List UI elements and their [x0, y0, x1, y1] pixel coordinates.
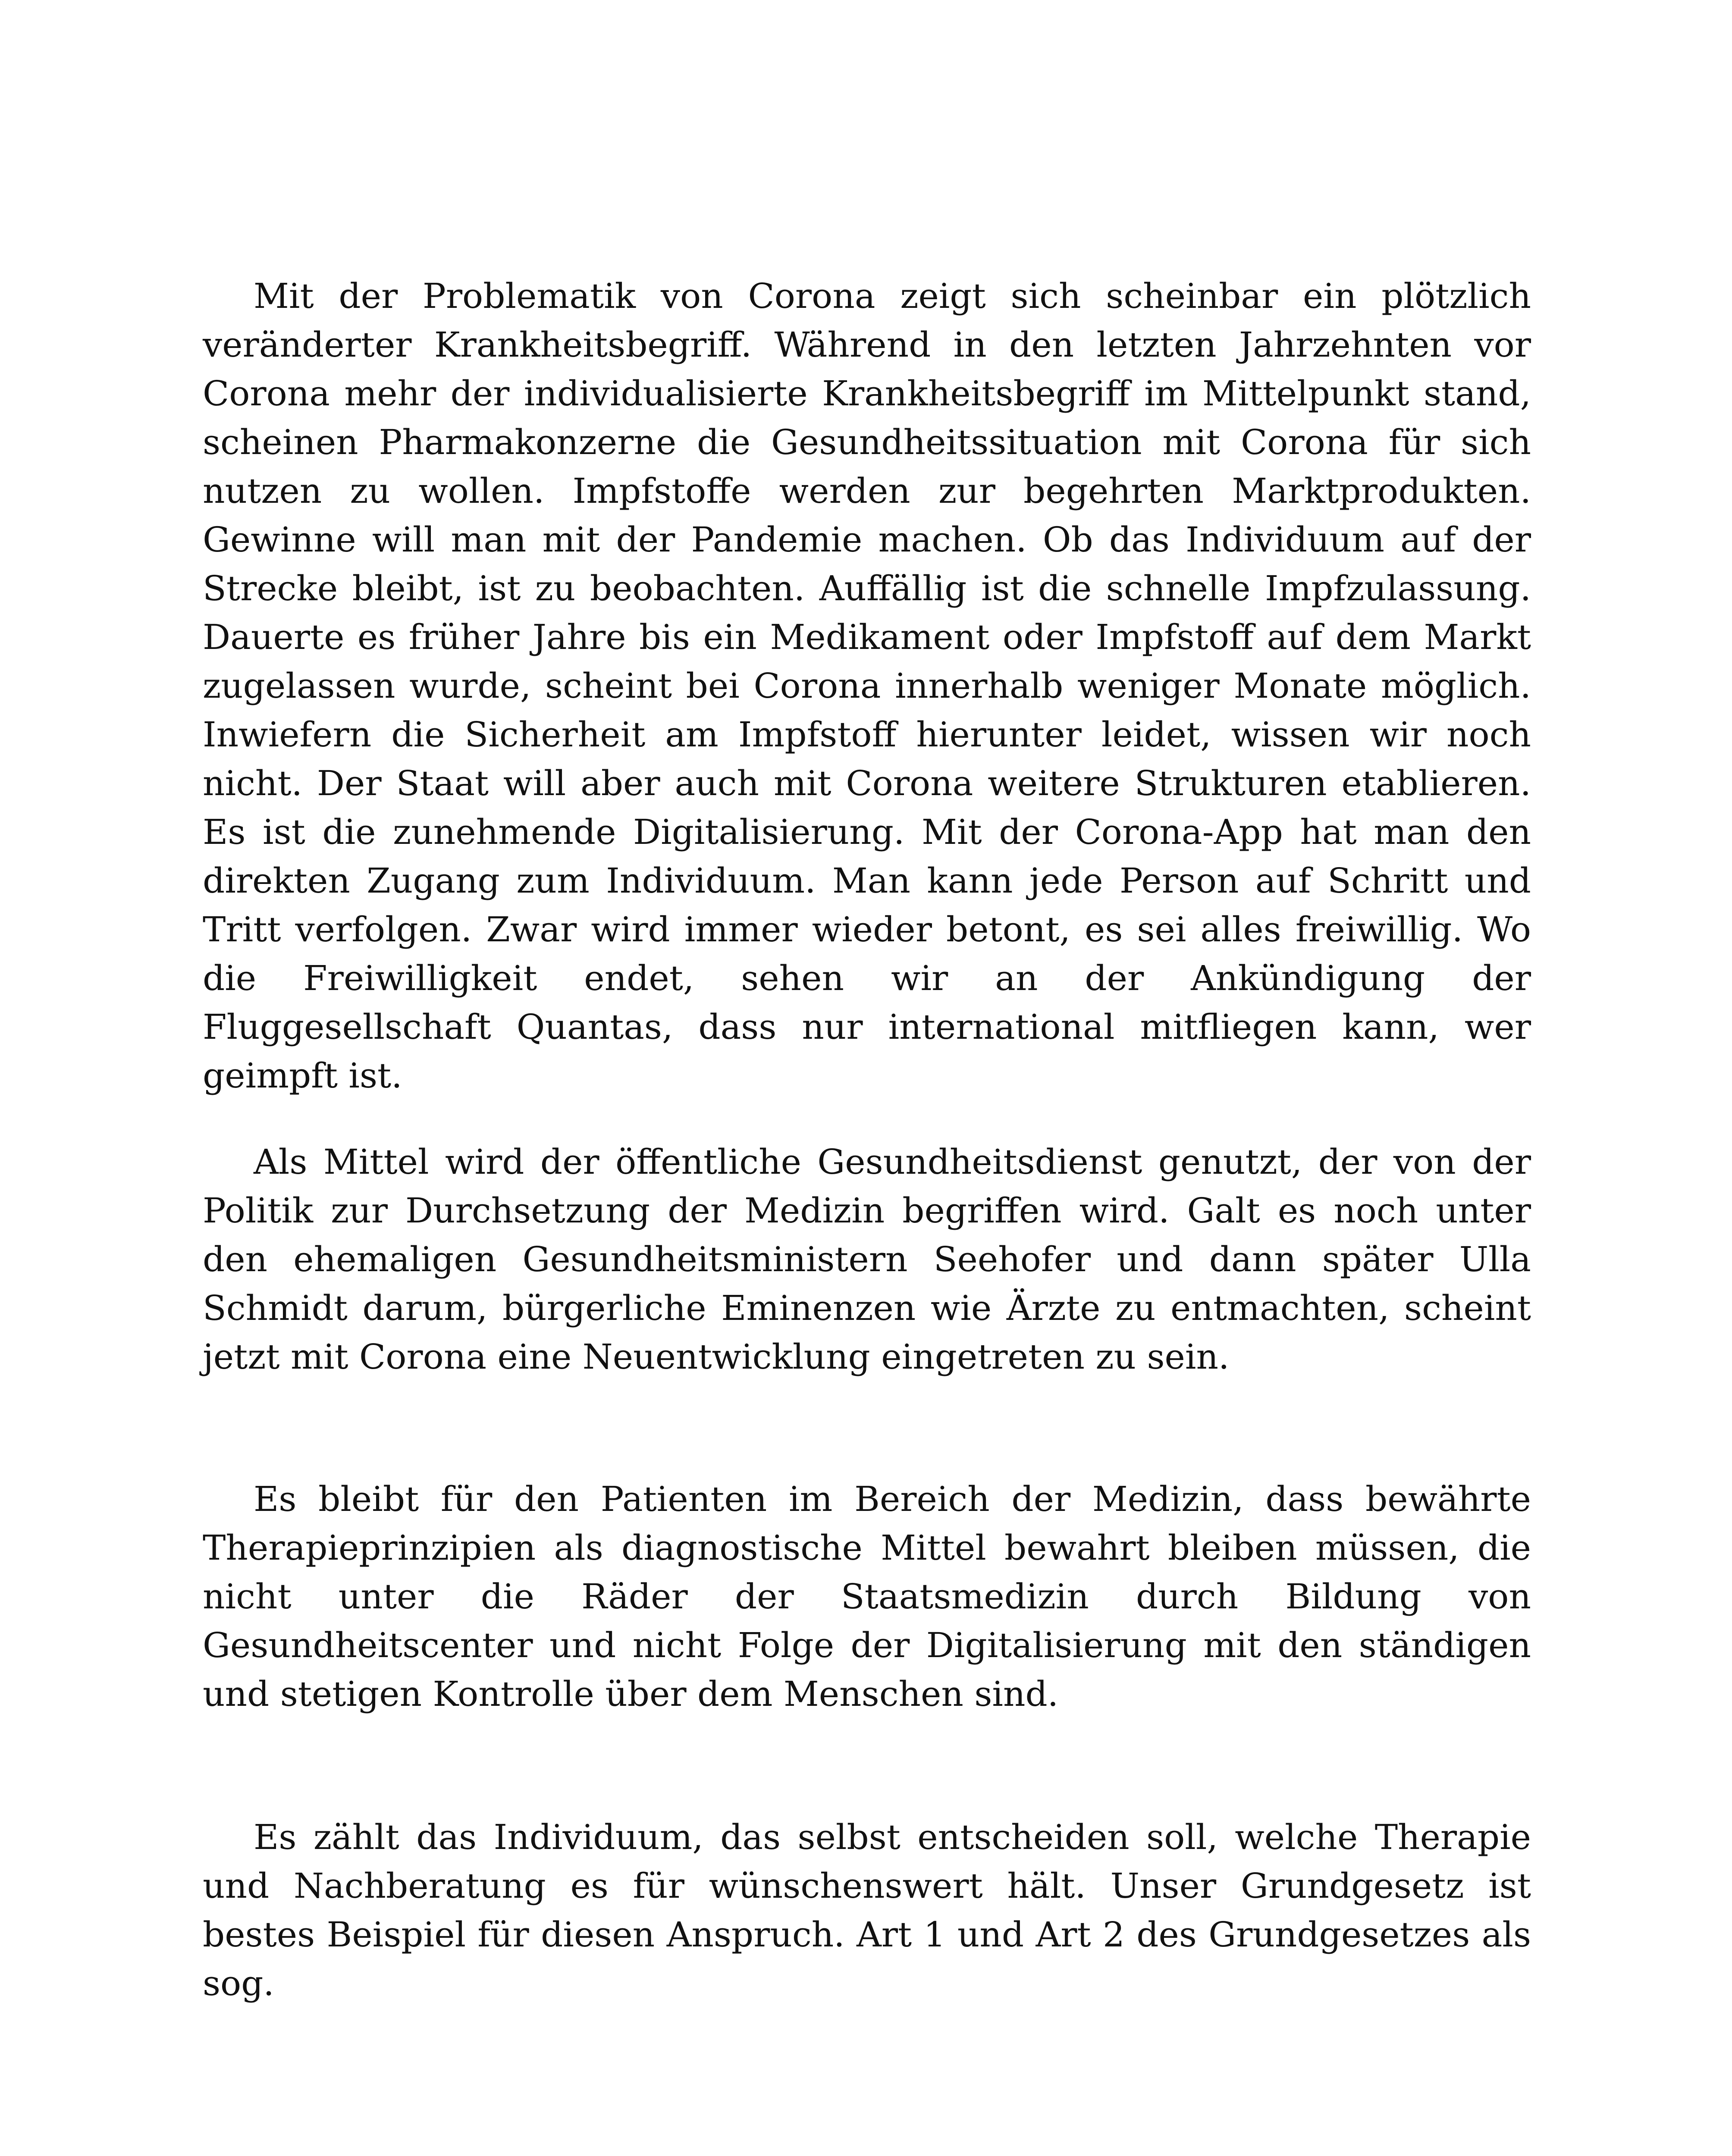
paragraph-corona-krankheitsbegriff	[203, 272, 1531, 1100]
paragraph-text: Es zählt das Individuum, das selbst entscheiden soll, welche Therapie und Nachberatung es für wünschenswert hält. Unser Grundgesetz ist bestes Beispiel für diesen Anspruch. Art 1 und Art 2 des Grundgesetzes als sog.	[203, 1817, 1531, 2003]
paragraph-therapieprinzipien	[203, 1475, 1531, 1718]
paragraph-gesundheitsdienst	[203, 1138, 1531, 1381]
paragraph-individuum-grundgesetz	[203, 1813, 1531, 2008]
paragraph-text: Als Mittel wird der öffentliche Gesundheitsdienst genutzt, der von der Politik zur Durchsetzung der Medizin begriffen wird. Galt es noch unter den ehemaligen Gesundheitsministern Seehofer und dann später Ulla Schmidt darum, bürgerliche Eminenzen wie Ärzte zu entmachten, scheint jetzt mit Corona eine Neuentwicklung eingetreten zu sein.	[203, 1142, 1531, 1377]
paragraph-text: Mit der Problematik von Corona zeigt sich scheinbar ein plötzlich veränderter Krankheitsbegriff. Während in den letzten Jahrzehnten vor Corona mehr der individualisierte Krankheitsbegriff im Mittelpunkt stand, scheinen Pharmakonzerne die Gesundheitssituation mit Corona für sich nutzen zu wollen. Impfstoffe werden zur begehrten Marktprodukten. Gewinne will man mit der Pandemie machen. Ob das Individuum auf der Strecke bleibt, ist zu beobachten. Auffällig ist die schnelle Impfzulassung. Dauerte es früher Jahre bis ein Medikament oder Impfstoff auf dem Markt zugelassen wurde, scheint bei Corona innerhalb weniger Monate möglich. Inwiefern die Sicherheit am Impfstoff hierunter leidet, wissen wir noch nicht. Der Staat will aber auch mit Corona weitere Strukturen etablieren. Es ist die zunehmende Digitalisierung. Mit der Corona-App hat man den direkten Zugang zum Individuum. Man kann jede Person auf Schritt und Tritt verfolgen. Zwar wird immer wieder betont, es sei alles freiwillig. Wo die Freiwilligkeit endet, sehen wir an der Ankündigung der Fluggesellschaft Quantas, dass nur international mitfliegen kann, wer geimpft ist.	[203, 276, 1531, 1096]
paragraph-text: Es bleibt für den Patienten im Bereich der Medizin, dass bewährte Therapieprinzipien als diagnostische Mittel bewahrt bleiben müssen, die nicht unter die Räder der Staatsmedizin durch Bildung von Gesundheitscenter und nicht Folge der Digitalisierung mit den ständigen und stetigen Kontrolle über dem Menschen sind.	[203, 1479, 1531, 1714]
